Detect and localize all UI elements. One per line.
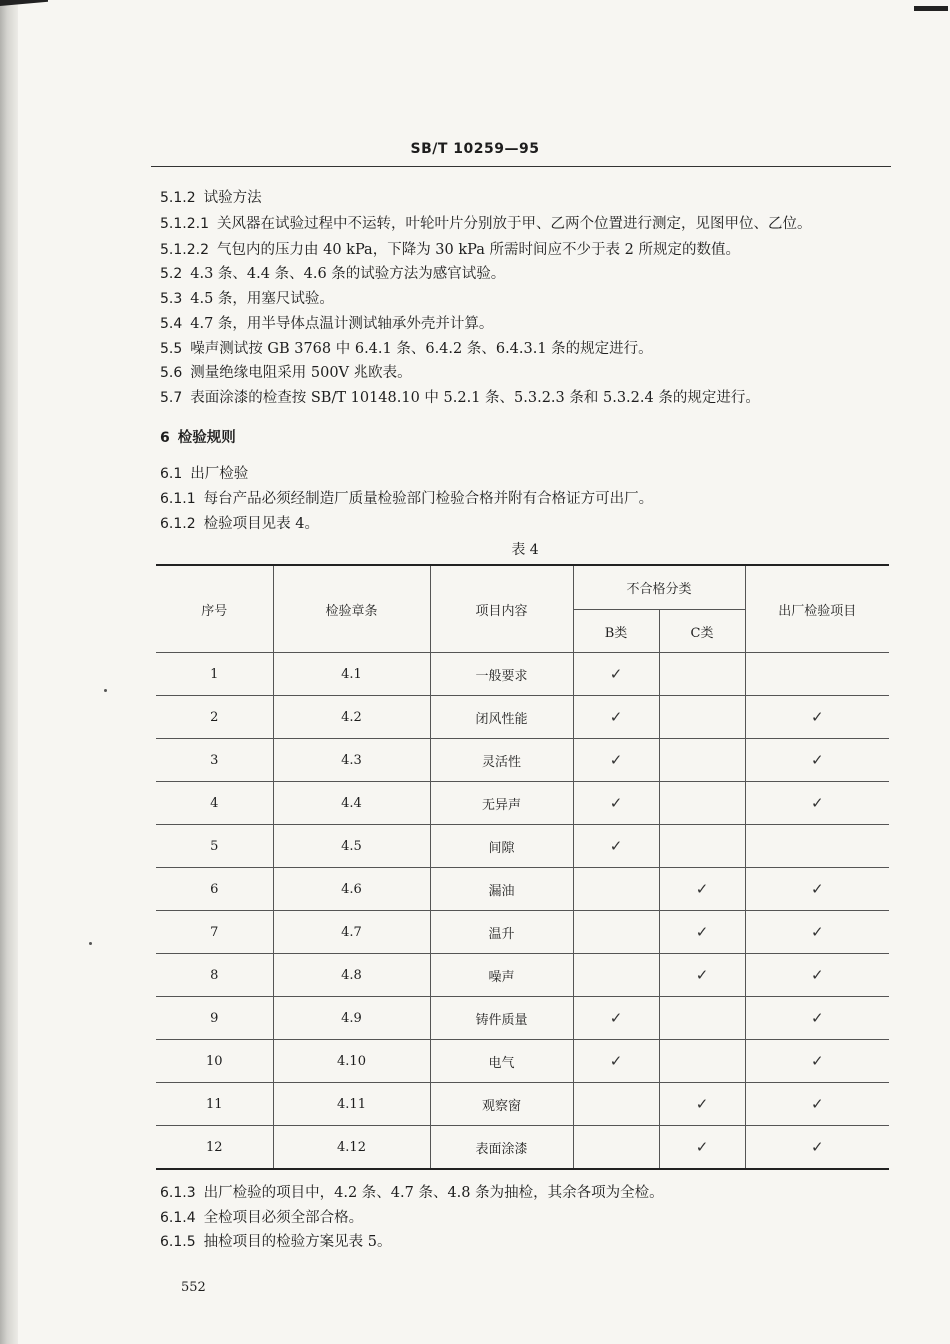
cell-class-b: ✓: [573, 696, 659, 739]
header-rule: [151, 166, 891, 167]
cell-content: 闭风性能: [430, 696, 573, 739]
cell-class-b: ✓: [573, 1040, 659, 1083]
cell-content: 噪声: [430, 954, 573, 997]
table-row: [156, 825, 889, 868]
cell-factory: ✓: [745, 1126, 889, 1170]
header-content: 项目内容: [430, 565, 573, 653]
clause-text: 出厂检验的项目中，4.2 条、4.7 条、4.8 条为抽检，其余各项为全检。: [203, 1185, 664, 1201]
cell-class-c: ✓: [659, 868, 745, 911]
cell-seq: 11: [156, 1083, 273, 1126]
clause-text: 4.7 条，用半导体点温计测试轴承外壳并计算。: [190, 316, 494, 332]
scan-edge-shadow: [0, 0, 18, 1344]
scan-corner-mark-left: [0, 0, 48, 20]
clause-number: 5.1.2: [160, 190, 196, 206]
cell-seq: 8: [156, 954, 273, 997]
clause-text: 每台产品必须经制造厂质量检验部门检验合格并附有合格证方可出厂。: [203, 491, 654, 507]
cell-class-b: [573, 868, 659, 911]
cell-clause: 4.5: [273, 825, 430, 868]
clause-text: 出厂检验: [190, 466, 249, 482]
cell-factory: ✓: [745, 868, 889, 911]
cell-class-c: ✓: [659, 1126, 745, 1170]
clause-text: 试验方法: [203, 190, 262, 206]
table-row: [156, 911, 889, 954]
cell-clause: 4.1: [273, 653, 430, 696]
speck: [89, 942, 92, 945]
section-heading: [160, 426, 236, 447]
cell-seq: 12: [156, 1126, 273, 1170]
paragraph: [160, 262, 505, 283]
cell-seq: 2: [156, 696, 273, 739]
clause-number: 5.4: [160, 316, 183, 332]
cell-clause: 4.9: [273, 997, 430, 1040]
cell-clause: 4.11: [273, 1083, 430, 1126]
cell-seq: 3: [156, 739, 273, 782]
paragraph: [160, 212, 811, 233]
section-title: 检验规则: [177, 430, 236, 446]
cell-factory: ✓: [745, 782, 889, 825]
cell-seq: 5: [156, 825, 273, 868]
cell-content: 电气: [430, 1040, 573, 1083]
clause-number: 5.6: [160, 365, 183, 381]
cell-class-b: ✓: [573, 825, 659, 868]
paragraph: [160, 1181, 664, 1202]
section-number: 6: [160, 430, 170, 446]
cell-class-c: [659, 739, 745, 782]
cell-class-b: [573, 911, 659, 954]
paragraph: [160, 386, 760, 407]
table-row: [156, 696, 889, 739]
cell-factory: ✓: [745, 696, 889, 739]
cell-class-c: [659, 653, 745, 696]
cell-content: 无异声: [430, 782, 573, 825]
paragraph: [160, 462, 248, 483]
clause-text: 抽检项目的检验方案见表 5。: [203, 1234, 392, 1250]
cell-seq: 7: [156, 911, 273, 954]
cell-factory: ✓: [745, 954, 889, 997]
cell-class-b: ✓: [573, 997, 659, 1040]
cell-clause: 4.8: [273, 954, 430, 997]
cell-factory: [745, 825, 889, 868]
header-seq: 序号: [156, 565, 273, 653]
cell-content: 灵活性: [430, 739, 573, 782]
table-body: [156, 653, 889, 1170]
cell-seq: 9: [156, 997, 273, 1040]
header-nonconformity: 不合格分类: [573, 565, 745, 610]
cell-factory: ✓: [745, 911, 889, 954]
clause-text: 测量绝缘电阻采用 500V 兆欧表。: [190, 365, 412, 381]
page-number: 552: [181, 1280, 206, 1295]
cell-class-b: ✓: [573, 782, 659, 825]
clause-text: 检验项目见表 4。: [203, 516, 319, 532]
cell-class-b: [573, 954, 659, 997]
cell-clause: 4.4: [273, 782, 430, 825]
header-class-c: C类: [659, 610, 745, 653]
table-caption: 表 4: [511, 542, 539, 558]
cell-clause: 4.12: [273, 1126, 430, 1170]
clause-text: 关风器在试验过程中不运转，叶轮叶片分别放于甲、乙两个位置进行测定，见图甲位、乙位。: [216, 216, 812, 232]
table-row: [156, 739, 889, 782]
cell-clause: 4.2: [273, 696, 430, 739]
paragraph: [160, 1230, 391, 1251]
clause-number: 5.2: [160, 266, 183, 282]
clause-number: 6.1.1: [160, 491, 196, 507]
clause-number: 5.1.2.1: [160, 216, 209, 232]
clause-text: 4.5 条，用塞尺试验。: [190, 291, 334, 307]
table-row: [156, 997, 889, 1040]
cell-seq: 10: [156, 1040, 273, 1083]
table-row: [156, 868, 889, 911]
cell-clause: 4.6: [273, 868, 430, 911]
cell-factory: ✓: [745, 997, 889, 1040]
cell-class-c: ✓: [659, 954, 745, 997]
clause-text: 表面涂漆的检查按 SB/T 10148.10 中 5.2.1 条、5.3.2.3 条和 5.3.2.4 条的规定进行。: [190, 390, 760, 406]
cell-content: 漏油: [430, 868, 573, 911]
clause-text: 4.3 条、4.4 条、4.6 条的试验方法为感官试验。: [190, 266, 506, 282]
clause-number: 6.1.3: [160, 1185, 196, 1201]
cell-class-b: [573, 1083, 659, 1126]
cell-content: 一般要求: [430, 653, 573, 696]
cell-class-b: ✓: [573, 653, 659, 696]
paragraph: [160, 312, 493, 333]
cell-factory: ✓: [745, 1040, 889, 1083]
clause-number: 5.7: [160, 390, 183, 406]
cell-content: 铸件质量: [430, 997, 573, 1040]
table-row: [156, 1126, 889, 1170]
cell-content: 表面涂漆: [430, 1126, 573, 1170]
clause-number: 6.1.2: [160, 516, 196, 532]
cell-class-c: ✓: [659, 911, 745, 954]
cell-factory: ✓: [745, 1083, 889, 1126]
cell-content: 温升: [430, 911, 573, 954]
clause-number: 5.5: [160, 341, 183, 357]
clause-number: 6.1.4: [160, 1210, 196, 1226]
paragraph: [160, 487, 653, 508]
cell-factory: ✓: [745, 739, 889, 782]
cell-seq: 1: [156, 653, 273, 696]
paragraph: [160, 361, 412, 382]
cell-clause: 4.7: [273, 911, 430, 954]
cell-class-b: [573, 1126, 659, 1170]
inspection-items-table: [156, 564, 889, 1170]
speck: [104, 689, 107, 692]
table-row: [156, 1083, 889, 1126]
cell-seq: 4: [156, 782, 273, 825]
header-clause: 检验章条: [273, 565, 430, 653]
cell-content: 观察窗: [430, 1083, 573, 1126]
paragraph: [160, 186, 262, 207]
header-class-b: B类: [573, 610, 659, 653]
clause-number: 6.1: [160, 466, 183, 482]
cell-clause: 4.3: [273, 739, 430, 782]
cell-factory: [745, 653, 889, 696]
table-row: [156, 1040, 889, 1083]
paragraph: [160, 337, 653, 358]
cell-class-c: [659, 696, 745, 739]
document-code-header: SB/T 10259—95: [410, 141, 540, 157]
cell-seq: 6: [156, 868, 273, 911]
paragraph: [160, 1206, 363, 1227]
cell-clause: 4.10: [273, 1040, 430, 1083]
cell-content: 间隙: [430, 825, 573, 868]
clause-text: 气包内的压力由 40 kPa，下降为 30 kPa 所需时间应不少于表 2 所规定的数值。: [216, 242, 740, 258]
cell-class-c: ✓: [659, 1083, 745, 1126]
clause-number: 6.1.5: [160, 1234, 196, 1250]
cell-class-b: ✓: [573, 739, 659, 782]
clause-number: 5.1.2.2: [160, 242, 209, 258]
cell-class-c: [659, 1040, 745, 1083]
scan-corner-mark-right: [914, 6, 948, 19]
paragraph: [160, 238, 740, 259]
cell-class-c: [659, 825, 745, 868]
paragraph: [160, 512, 319, 533]
table-row: [156, 653, 889, 696]
table-row: [156, 782, 889, 825]
header-factory-inspection: 出厂检验项目: [745, 565, 889, 653]
cell-class-c: [659, 782, 745, 825]
table-row: [156, 954, 889, 997]
clause-text: 全检项目必须全部合格。: [203, 1210, 364, 1226]
paragraph: [160, 287, 334, 308]
clause-text: 噪声测试按 GB 3768 中 6.4.1 条、6.4.2 条、6.4.3.1 条的规定进行。: [190, 341, 653, 357]
clause-number: 5.3: [160, 291, 183, 307]
cell-class-c: [659, 997, 745, 1040]
